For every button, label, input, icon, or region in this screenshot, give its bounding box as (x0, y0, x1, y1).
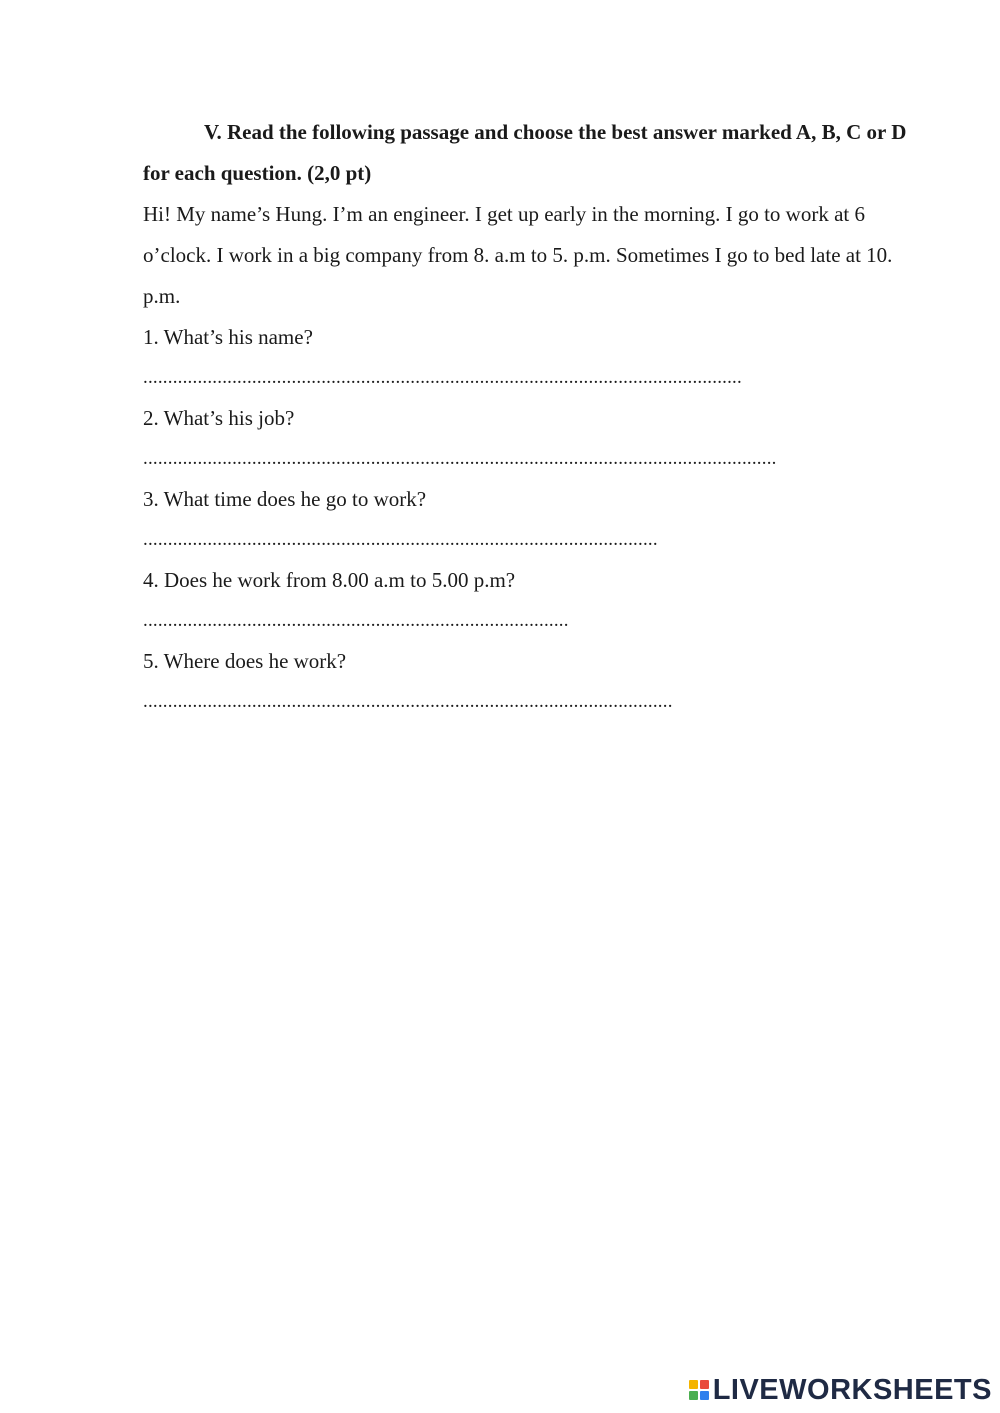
question-text: 3. What time does he go to work? (143, 487, 427, 511)
answer-line[interactable]: ........................................................................................................ (143, 529, 658, 550)
question-text: 1. What’s his name? (143, 325, 313, 349)
logo-square (689, 1380, 698, 1389)
liveworksheets-watermark (689, 1373, 992, 1407)
question-item (143, 479, 918, 560)
liveworksheets-logo-icon (689, 1380, 709, 1400)
question-item (143, 560, 918, 641)
watermark-text: LIVEWORKSHEETS (712, 1373, 992, 1406)
answer-line[interactable]: ................................................................................................................................ (143, 448, 777, 469)
question-text: 4. Does he work from 8.00 a.m to 5.00 p.m? (143, 568, 516, 592)
answer-line[interactable]: ........................................................................................................... (143, 691, 673, 712)
question-item (143, 641, 918, 722)
reading-passage: Hi! My name’s Hung. I’m an engineer. I get up early in the morning. I go to work at 6 o’clock. I work in a big company from 8. a.m to 5. p.m. Sometimes I go to bed late at 10. p.m. (143, 202, 893, 308)
question-list (143, 317, 918, 722)
worksheet-content (143, 112, 918, 722)
logo-square (700, 1391, 709, 1400)
question-item (143, 317, 918, 398)
question-text: 2. What’s his job? (143, 406, 295, 430)
section-instruction: V. Read the following passage and choose the best answer marked A, B, C or D for each question. (2,0 pt) (143, 120, 907, 185)
answer-line[interactable]: ......................................................................................................................... (143, 367, 742, 388)
logo-square (689, 1391, 698, 1400)
question-item (143, 398, 918, 479)
answer-line[interactable]: ...................................................................................... (143, 610, 569, 631)
question-text: 5. Where does he work? (143, 649, 347, 673)
logo-square (700, 1380, 709, 1389)
